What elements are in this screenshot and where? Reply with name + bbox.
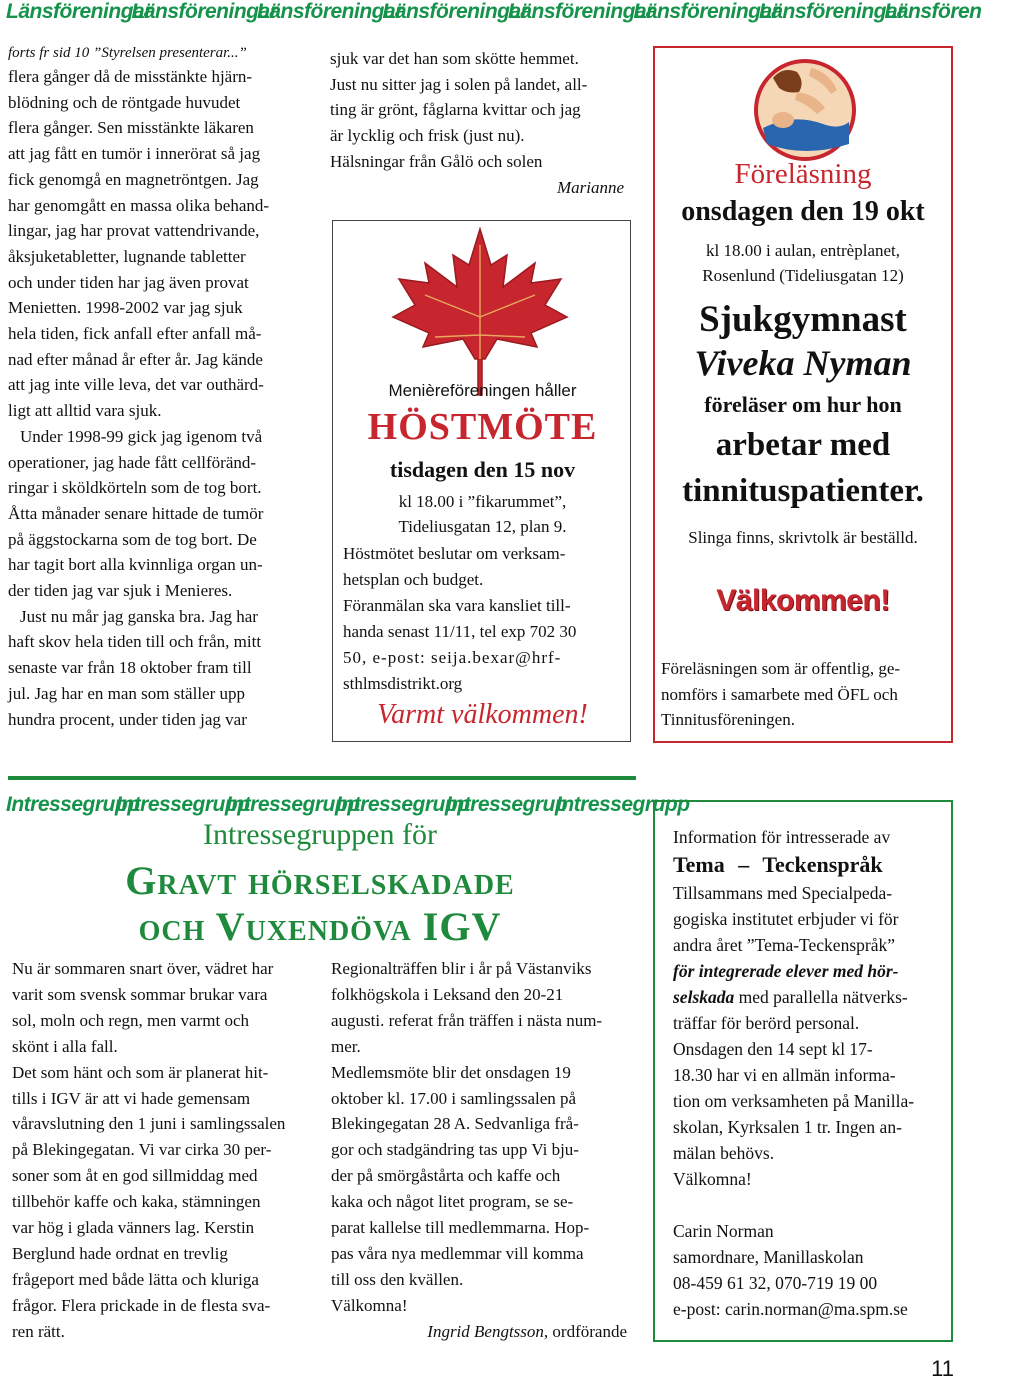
banner-item: Länsföreningar <box>131 0 278 23</box>
lecture-box <box>653 46 953 743</box>
lecture-place <box>655 238 951 288</box>
article-line: och under tiden har jag även provat <box>8 272 249 292</box>
igv-line: augusti. referat från träffen i nästa num- <box>331 1010 603 1030</box>
tema-line-tail: med parallella nätverks- <box>734 987 908 1007</box>
tema-line <box>673 984 945 1010</box>
igv-line: der på smörgåstårta och kaffe och <box>331 1166 561 1186</box>
lecture-topic <box>655 422 951 514</box>
article-line: Under 1998-99 gick jag igenom två <box>20 426 263 446</box>
igv-line: tillbehör kaffe och kaka, stämningen <box>12 1192 261 1212</box>
lecture-footer-line: Tinnitusföreningen. <box>661 710 795 729</box>
article-line: hela tiden, fick anfall efter anfall må- <box>8 324 262 344</box>
tema-line: Onsdagen den 14 sept kl 17- <box>673 1039 873 1059</box>
tema-intro: Information för intresserade av <box>673 827 891 847</box>
tema-contact-line: 08-459 61 32, 070-719 19 00 <box>673 1273 878 1293</box>
article-line: ringar i sköldkörteln som de tog bort. <box>8 478 262 498</box>
igv-line: Regionalträffen blir i år på Västanviks <box>331 959 592 978</box>
article-line: haft skov hela tiden till och från, mitt <box>8 632 262 652</box>
hostmote-body-line: 50, e-post: seija.bexar@hrf- <box>343 648 562 667</box>
tema-line: skolan, Kyrksalen 1 tr. Ingen an- <box>673 1117 902 1137</box>
hostmote-intro: Menièreföreningen håller <box>388 381 577 400</box>
igv-line: våravslutning den 1 juni i samlingssalen <box>12 1114 286 1134</box>
article-signature: Marianne <box>556 177 624 197</box>
hostmote-line: kl 18.00 i ”fikarummet”, <box>398 492 567 511</box>
article-line: blödning och de röntgade huvudet <box>8 92 241 112</box>
hostmote-body-line: Höstmötet beslutar om verksam- <box>343 544 566 563</box>
lecture-footer-line: nomförs i samarbete med ÖFL och <box>661 684 898 704</box>
igv-line: frågor. Flera prickade in de flesta sva- <box>12 1295 271 1315</box>
article-line: hundra procent, under tiden jag var <box>8 709 247 729</box>
article-line: Just nu sitter jag i solen på landet, all- <box>330 74 588 94</box>
article-line: har tagit bort alla kvinnliga organ un- <box>8 555 263 575</box>
lecture-label: Föreläsning <box>734 158 872 190</box>
tema-line: 18.30 har vi en allmän informa- <box>673 1065 896 1085</box>
igv-line: gor och stadgändring tas upp Vi bju- <box>331 1140 579 1160</box>
hostmote-body-line: handa senast 11/11, tel exp 702 30 <box>343 622 577 641</box>
page-number: 11 <box>931 1356 954 1381</box>
igv-line: Välkomna! <box>331 1295 408 1315</box>
lecture-note: Slinga finns, skrivtolk är beställd. <box>688 528 918 547</box>
article-line: Åtta månader senare hittade de tumör <box>8 503 264 523</box>
tema-title: Tema – Teckenspråk <box>673 852 883 877</box>
banner-item: Länsföreningar <box>759 0 905 23</box>
igv-title <box>0 858 640 950</box>
hostmote-body-line: Föranmälan ska vara kansliet till- <box>343 596 571 615</box>
article-line: Just nu mår jag ganska bra. Jag har <box>20 606 258 626</box>
article-line: att jag inte ville leva, det var outhärd- <box>8 375 264 395</box>
continued-note: forts fr sid 10 ”Styrelsen presenterar...” <box>8 45 247 61</box>
igv-line: Medlemsmöte blir det onsdagen 19 <box>331 1062 571 1082</box>
hostmote-title: HÖSTMÖTE <box>367 406 598 448</box>
igv-line: frågeport med både lätta och kluriga <box>12 1269 259 1289</box>
hostmote-body <box>343 541 629 697</box>
igv-signature <box>331 1319 631 1345</box>
lecture-topic-line: tinnituspatienter. <box>682 473 924 509</box>
article-line: fick genomgå en magnetröntgen. Jag <box>8 169 259 189</box>
banner-item: Intressegrupp <box>556 793 690 816</box>
igv-line: Berglund hade ordnat en trevlig <box>12 1243 228 1263</box>
tema-contact-line: samordnare, Manillaskolan <box>673 1247 864 1267</box>
igv-column-1 <box>12 956 312 1345</box>
igv-line: Nu är sommaren snart över, vädret har <box>12 959 274 978</box>
tema-emphasis-end: selskada <box>673 987 735 1007</box>
igv-line: parat kallelse till medlemmarna. Hop- <box>331 1218 590 1238</box>
igv-column-2 <box>331 956 631 1345</box>
hostmote-body-line: hetsplan och budget. <box>343 570 484 589</box>
tema-line: Tillsammans med Specialpeda- <box>673 883 893 903</box>
article-line: flera gånger. Sen misstänkte läkaren <box>8 118 254 138</box>
tema-spacer <box>673 1192 945 1218</box>
tema-contact-line: Carin Norman <box>673 1221 774 1241</box>
banner-item: Länsföreningar <box>382 0 529 23</box>
article-line: operationer, jag hade fått cellföränd- <box>8 452 257 472</box>
article-line: att jag fått en tumör i innerörat så jag <box>8 144 261 164</box>
tema-content <box>673 824 945 1322</box>
tema-line: mälan behövs. <box>673 1143 775 1163</box>
banner-item: Länsföreningar <box>6 0 152 23</box>
banner-item: Intressegrup <box>446 793 568 816</box>
hostmote-date: tisdagen den 15 nov <box>389 457 576 482</box>
igv-line: soner som åt en god sillmiddag med <box>12 1166 258 1186</box>
igv-line: folkhögskola i Leksand den 20-21 <box>331 984 564 1004</box>
tema-line: gogiska institutet erbjuder vi för <box>673 909 899 929</box>
banner-item: Intressegrupp <box>336 793 470 816</box>
article-line: Hälsningar från Gålö och solen <box>330 151 543 171</box>
tema-line: tion om verksamheten på Manilla- <box>673 1091 915 1111</box>
igv-line: sol, moln och regn, men varmt och <box>12 1010 250 1030</box>
igv-line: kaka och något litet program, se se- <box>331 1192 574 1212</box>
igv-line: skönt i alla fall. <box>12 1036 118 1056</box>
article-line: på äggstockarna som de tog bort. De <box>8 529 257 549</box>
hostmote-body-line: sthlmsdistrikt.org <box>343 674 463 693</box>
lecture-verb: föreläser om hur hon <box>704 392 902 417</box>
tema-contact-line: e-post: carin.norman@ma.spm.se <box>673 1299 908 1319</box>
lecture-welcome: Välkommen! <box>716 584 890 617</box>
banner-item: Intressegrupp <box>116 793 250 816</box>
article-line: ting är grönt, fåglarna kvittar och jag <box>330 100 581 120</box>
lecture-topic-line: arbetar med <box>715 427 891 463</box>
igv-title-line: och Vuxendöva IGV <box>138 904 502 949</box>
hostmote-welcome: Varmt välkommen! <box>377 699 588 730</box>
article-line: ligt att alltid vara sjuk. <box>8 401 162 421</box>
article-line: jul. Jag har en man som ställer upp <box>8 683 246 703</box>
maple-leaf-icon <box>385 225 575 397</box>
hostmote-box <box>332 220 631 742</box>
banner-item: Länsföreningar <box>633 0 780 23</box>
article-column-1 <box>8 42 308 732</box>
lecture-place-line: kl 18.00 i aulan, entrèplanet, <box>705 241 901 260</box>
tema-box <box>653 800 953 1342</box>
article-line: åksjuketabletter, lugnande tabletter <box>8 246 246 266</box>
lecture-role: Sjukgymnast <box>699 299 907 340</box>
igv-line: Det som hänt och som är planerat hit- <box>12 1062 269 1082</box>
igv-signature-name: Ingrid Bengtsson <box>427 1321 544 1341</box>
banner-item: Länsföreningar <box>257 0 403 23</box>
igv-line: ren rätt. <box>12 1321 65 1341</box>
article-line: Menietten. 1998-2002 var jag sjuk <box>8 298 243 318</box>
igv-line: Blekingegatan 28 A. Sedvanliga frå- <box>331 1114 579 1134</box>
igv-line: till oss den kvällen. <box>331 1269 464 1289</box>
igv-subtitle: Intressegruppen för <box>202 818 438 851</box>
igv-line: oktober kl. 17.00 i samlingssalen på <box>331 1088 577 1108</box>
article-line: senaste var från 18 oktober fram till <box>8 658 252 678</box>
tema-line: andra året ”Tema-Teckenspråk” <box>673 935 895 955</box>
article-line: der tiden jag var sjuk i Menieres. <box>8 581 233 601</box>
lecture-place-line: Rosenlund (Tideliusgatan 12) <box>702 266 904 285</box>
article-line: nad efter månad år efter år. Jag kände <box>8 349 263 369</box>
banner-item: Intressegrupp <box>6 793 140 816</box>
top-banner <box>6 0 982 30</box>
lecture-date: onsdagen den 19 okt <box>681 196 925 227</box>
hostmote-line: Tideliusgatan 12, plan 9. <box>398 517 567 536</box>
lecture-speaker: Viveka Nyman <box>694 343 912 383</box>
igv-line: var hög i glada vänners lag. Kerstin <box>12 1218 255 1238</box>
igv-line: pas våra nya medlemmar vill komma <box>331 1243 584 1263</box>
igv-line: tills i IGV är att vi hade gemensam <box>12 1088 251 1108</box>
massage-illustration-icon <box>753 58 857 162</box>
banner-item: Intressegrupp <box>226 793 360 816</box>
tema-line: träffar för berörd personal. <box>673 1013 860 1033</box>
banner-item: Länsföreningar <box>508 0 654 23</box>
igv-line: mer. <box>331 1036 361 1056</box>
article-line: flera gånger då de misstänkte hjärn- <box>8 67 253 86</box>
article-line: är lycklig och frisk (just nu). <box>330 126 525 146</box>
tema-emphasis: för integrerade elever med hör- <box>673 961 899 981</box>
article-line: lingar, jag har provat vattendrivande, <box>8 221 260 241</box>
banner-item: Länsfören <box>884 0 982 23</box>
igv-line: på Blekingegatan. Vi var cirka 30 per- <box>12 1140 272 1160</box>
article-line: sjuk var det han som skötte hemmet. <box>330 49 579 68</box>
igv-signature-role: , ordförande <box>543 1321 627 1341</box>
lecture-footer-line: Föreläsningen som är offentlig, ge- <box>661 659 901 678</box>
tema-line: Välkomna! <box>673 1169 752 1189</box>
igv-line: varit som svensk sommar brukar vara <box>12 984 268 1004</box>
igv-title-line: Gravt hörselskadade <box>125 858 515 903</box>
article-line: har genomgått en massa olika behand- <box>8 195 270 215</box>
article-column-2 <box>330 46 630 200</box>
lecture-footer <box>661 656 947 733</box>
hostmote-time-place <box>333 489 632 539</box>
section-divider <box>8 776 636 780</box>
